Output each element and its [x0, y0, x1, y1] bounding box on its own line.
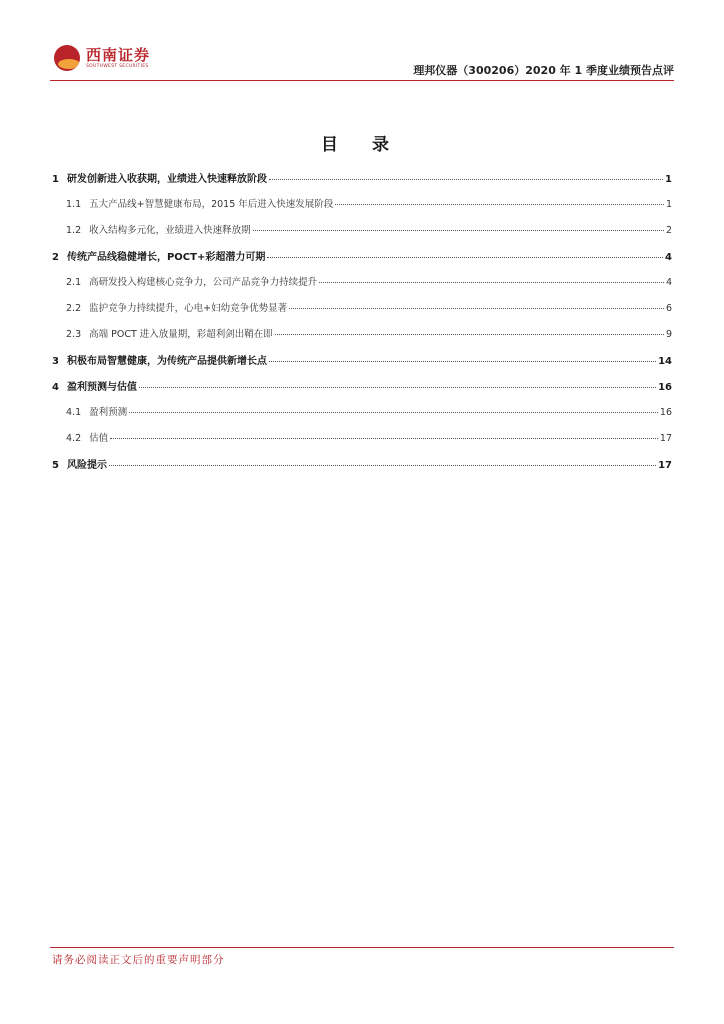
toc-dot-leader — [275, 334, 664, 335]
toc-entry[interactable] — [52, 456, 672, 482]
toc-entry-number: 1.1 — [66, 199, 82, 210]
toc-entry-page: 9 — [665, 329, 672, 340]
toc-dot-leader — [269, 179, 663, 180]
toc-entry-title: 传统产品线稳健增长，POCT+彩超潜力可期 — [66, 252, 266, 263]
toc-entry[interactable] — [52, 352, 672, 378]
toc-entry-page: 16 — [659, 407, 672, 418]
toc-entry-number: 5 — [52, 460, 59, 471]
toc-dot-leader — [253, 230, 664, 231]
toc-entry-number: 2 — [52, 252, 59, 263]
toc-entry-page: 1 — [665, 199, 672, 210]
toc-entry-page: 2 — [665, 225, 672, 236]
toc-entry-page: 16 — [658, 382, 672, 393]
toc-entry-title: 高端 POCT 进入放量期，彩超利剑出鞘在即 — [89, 329, 273, 340]
toc-entry-page: 17 — [659, 433, 672, 444]
toc-entry-number: 1 — [52, 174, 59, 185]
toc-entry-title: 监护竞争力持续提升，心电+妇幼竞争优势显著 — [89, 303, 288, 314]
toc-entry[interactable] — [52, 222, 672, 248]
disclaimer-note: 请务必阅读正文后的重要声明部分 — [52, 954, 225, 966]
toc-dot-leader — [269, 361, 656, 362]
toc-entry-title: 研发创新进入收获期，业绩进入快速释放阶段 — [66, 174, 267, 185]
toc-entry[interactable] — [52, 248, 672, 274]
toc-entry-number: 1.2 — [66, 225, 82, 236]
toc-heading: 目 录 — [321, 135, 403, 155]
header-divider — [50, 80, 674, 81]
toc-entry-page: 6 — [665, 303, 672, 314]
footer-divider — [50, 947, 674, 948]
toc-entry-title: 收入结构多元化，业绩进入快速释放期 — [89, 225, 251, 236]
toc-dot-leader — [129, 412, 658, 413]
toc-dot-leader — [289, 308, 664, 309]
toc-entry-title: 风险提示 — [66, 460, 107, 471]
toc-dot-leader — [110, 438, 658, 439]
toc-entry-number: 4 — [52, 382, 59, 393]
toc-entry-title: 盈利预测与估值 — [66, 382, 137, 393]
toc-dot-leader — [335, 204, 664, 205]
toc-entry-page: 17 — [658, 460, 672, 471]
report-title: 理邦仪器（300206）2020 年 1 季度业绩预告点评 — [413, 64, 674, 77]
logo-icon — [54, 45, 80, 71]
logo-english-name: SOUTHWEST SECURITIES — [86, 63, 149, 69]
toc-dot-leader — [109, 465, 656, 466]
toc-entry[interactable] — [52, 170, 672, 196]
toc-entry-title: 盈利预测 — [89, 407, 128, 418]
toc-entry[interactable] — [52, 274, 672, 300]
logo-chinese-name: 西南证券 — [86, 45, 151, 64]
toc-entry-number: 2.2 — [66, 303, 82, 314]
toc-entry[interactable] — [52, 326, 672, 352]
toc-entry-title: 积极布局智慧健康，为传统产品提供新增长点 — [66, 356, 267, 367]
toc-entry[interactable] — [52, 196, 672, 222]
toc-dot-leader — [267, 257, 663, 258]
toc-entry-title: 高研发投入构建核心竞争力，公司产品竞争力持续提升 — [89, 277, 318, 288]
toc-entry-page: 4 — [665, 277, 672, 288]
toc-dot-leader — [319, 282, 664, 283]
company-logo — [54, 42, 150, 74]
toc-entry-page: 1 — [665, 174, 672, 185]
toc-entry-page: 14 — [658, 356, 672, 367]
toc-dot-leader — [139, 387, 656, 388]
toc-entry[interactable] — [52, 378, 672, 404]
toc-entry-page: 4 — [665, 252, 672, 263]
toc-entry-number: 2.1 — [66, 277, 82, 288]
page-header — [50, 38, 674, 82]
toc-entry-title: 估值 — [89, 433, 109, 444]
toc-entry[interactable] — [52, 300, 672, 326]
toc-entry[interactable] — [52, 430, 672, 456]
toc-entry-number: 4.1 — [66, 407, 82, 418]
toc-entry-number: 4.2 — [66, 433, 82, 444]
toc-entry[interactable] — [52, 404, 672, 430]
toc-entry-title: 五大产品线+智慧健康布局，2015 年后进入快速发展阶段 — [89, 199, 334, 210]
toc-entry-number: 3 — [52, 356, 59, 367]
table-of-contents — [52, 170, 672, 482]
toc-entry-number: 2.3 — [66, 329, 82, 340]
